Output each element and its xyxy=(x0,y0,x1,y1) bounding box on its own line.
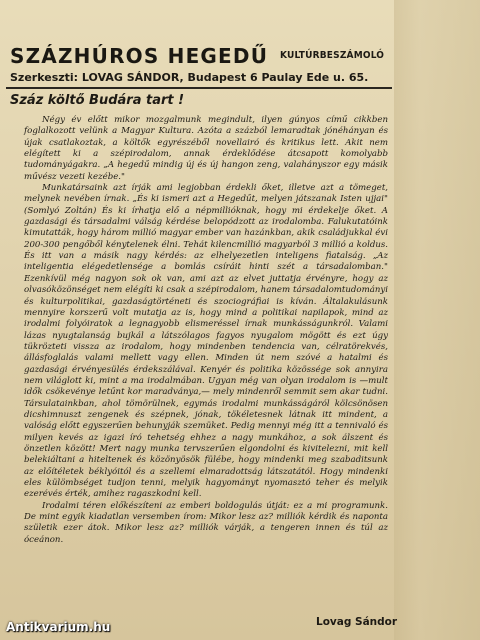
masthead xyxy=(10,44,390,84)
article-title: Száz költő Budára tart ! xyxy=(10,93,185,108)
masthead-kicker: KULTÚRBESZÁMOLÓ xyxy=(280,50,385,61)
article-paragraph: Irodalmi téren előkészíteni az emberi boldogulás útját: ez a mi programunk. De mint egyik kiadatlan versemben írom: Mikor lesz az? milliók kérdik és naponta születik ezer átok. Mikor lesz az? milliók várják, a tengeren innen és túl az óceánon. xyxy=(24,500,388,545)
watermark: Antikvarium.hu xyxy=(6,620,111,634)
masthead-title: SZÁZHÚROS HEGEDŰ xyxy=(10,44,269,68)
masthead-divider xyxy=(6,87,392,89)
article-paragraph: Négy év előtt mikor mozgalmunk megindult, ilyen gúnyos című cikkben foglalkozott velünk a Magyar Kultura. Azóta a százból lemaradtak jónéhányan és újak csatlakoztak, a költők egyrészéből novellairó és kritikus lett. Akit nem elégített ki a szépirodalom, annak érdeklődése átcsapott komolyabb tudományágakra. „A hegedű mindig új és új hangon zeng, valahányszor egy másik művész vezeti kezébe." xyxy=(24,115,388,182)
article-body xyxy=(24,115,388,546)
page-edge-shadow xyxy=(394,0,480,640)
article-paragraph: Munkatársaink azt írják ami legjobban érdekli őket, illetve azt a tömeget, melynek nevében írnak. „És ki ismeri azt a Hegedűt, melyen játszanak Isten ujjai" (Somlyó Zoltán) És ki írhatja elő a népmillióknak, hogy mi érdekelje őket. A gazdasági és társadalmi válság kérdése belopódzott az irodalomba. Falukutatóink kimutatták, hogy három millió magyar ember van hazánkban, akik családjukkal évi 200-300 pengőből kénytelenek élni. Tehát kilencmillió magyarból 3 millió a koldus. És itt van a másik nagy kérdés: az elhelyezetlen inteligens fiatalság. „Az inteligentia elégedetlensége a bomlás csíráit hinti szét a társadalomban." Ezenkívül még nagyon sok ok van, ami azt az elvet juttatja érvényre, hogy az olvasóközönséget nem elégíti ki csak a szépirodalom, hanem társadalomtudományi és kulturpolitikai, gazdaságtörténeti és szociográfiai is kíván. Általakulásunk mennyire korszerű volt mutatja az is, hogy mind a politikai napilapok, mind az irodalmi folyóiratok a legnagyobb elismeréssel írnak munkásságunkról. Valami lázas nyugtalanság bujkál a látszólagos fagyos nyugalom mögött és ezt úgy tükrözteti vissza az irodalom, hogy mindenben tendencia van, célratörekvés, állásfoglalás valami mellett vagy ellen. Minden út nem szóvé a hatalmi és gazdasági érvényesülés érdekszálával. Kenyér és politika közössége sok annyira nem világlott ki, mint a ma irodalmában. Ugyan még van olyan irodalom is —mult idők csökevénye letűnt kor maradványa,— mely mindenről semmit sem akar tudni. Társulatainkban, ahol tömörülnek, egymás irodalmi munkásságáról kölcsönösen dicshimnuszt zengenek és szépnek, jónak, tökéletesnek látnak itt mindent, a valóság előtt egyszerűen behunyják szemüket. Pedig mennyi még itt a tennivaló és milyen kevés az igazi író tehetség ehhez a nagy munkához, a sok álszent és önzetlen között! Mert nagy munka tervszerűen elgondolni és kivitelezni, mit kell belekiáltani a hiteltenek és közönyösök fülébe, hogy mindenki meg szabaditsunk az előítéletek béklyóitól és a szellemi elmaradottság látszatától. Hogy mindenki eles külömbséget tudjon tenni, melyik hagyományt nyomasztó teher és melyik ezerévés érték, amihez ragaszkodni kell. xyxy=(24,183,388,500)
article-signature: Lovag Sándor xyxy=(316,616,398,628)
masthead-subtitle: Szerkeszti: LOVAG SÁNDOR, Budapest 6 Paulay Ede u. 65. xyxy=(10,71,369,84)
